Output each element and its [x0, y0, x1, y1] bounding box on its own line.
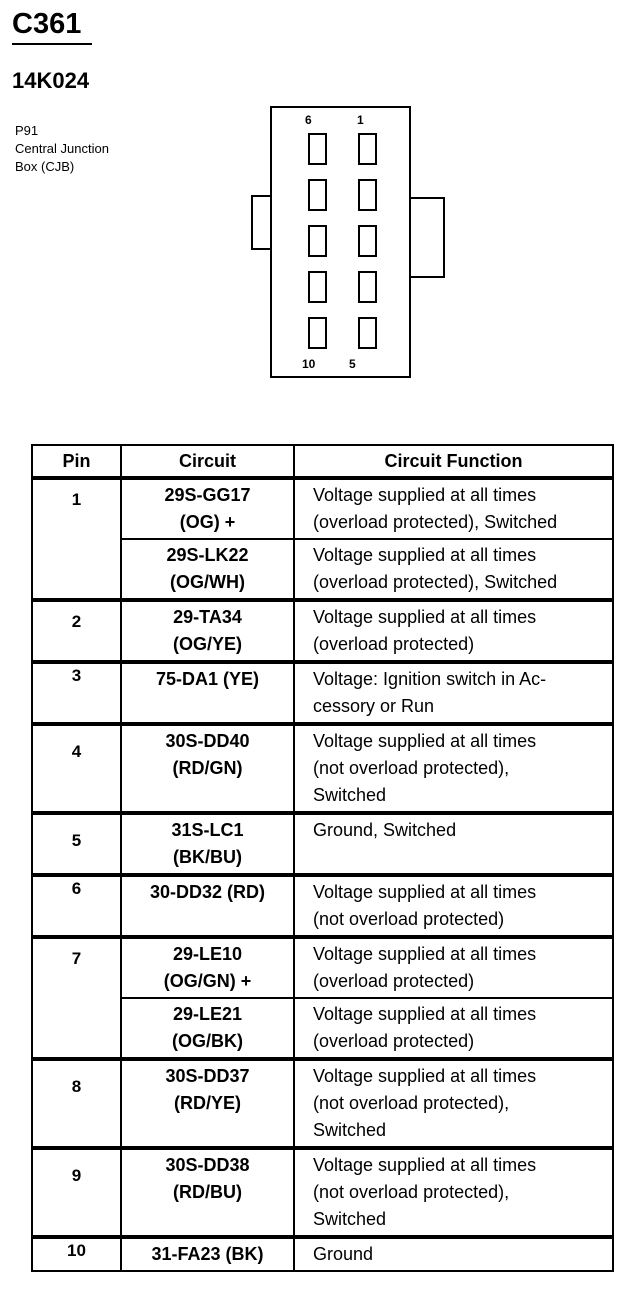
connector-face-diagram — [0, 0, 640, 400]
circuit-cell: 29-LE10 (OG/GN) + — [121, 937, 294, 998]
part-number: 14K024 — [12, 68, 90, 93]
circuit-cell: 30S-DD37 (RD/YE) — [121, 1059, 294, 1148]
location-line-2: Central Junction — [15, 141, 109, 156]
function-cell: Voltage: Ignition switch in Ac- cessory or Run — [294, 662, 613, 724]
location-line-3: Box (CJB) — [15, 159, 75, 174]
pin-label-5: 5 — [349, 357, 356, 371]
circuit-cell: 30S-DD38 (RD/BU) — [121, 1148, 294, 1237]
circuit-cell: 75-DA1 (YE) — [121, 662, 294, 724]
pin-cavity — [359, 134, 376, 164]
pin-cavity — [309, 226, 326, 256]
table-row — [32, 478, 613, 539]
function-cell: Voltage supplied at all times (overload protected) — [294, 600, 613, 662]
pin-cavity — [309, 134, 326, 164]
table-row — [32, 1237, 613, 1271]
pin-cell: 6 — [32, 875, 121, 937]
pin-cavity — [309, 272, 326, 302]
pin-cell: 10 — [32, 1237, 121, 1271]
connector-id: C361 — [12, 8, 82, 40]
function-cell: Voltage supplied at all times (overload protected) — [294, 937, 613, 998]
connector-left-key — [252, 196, 271, 249]
pin-cell: 2 — [32, 600, 121, 662]
table-header-row — [32, 445, 613, 478]
pin-label-6: 6 — [305, 113, 312, 127]
pin-cell: 8 — [32, 1059, 121, 1148]
connector-right-latch — [410, 198, 444, 277]
circuit-cell: 30-DD32 (RD) — [121, 875, 294, 937]
pin-label-1: 1 — [357, 113, 364, 127]
circuit-cell: 31-FA23 (BK) — [121, 1237, 294, 1271]
function-cell: Voltage supplied at all times (overload protected), Switched — [294, 478, 613, 539]
circuit-cell: 29S-GG17 (OG) + — [121, 478, 294, 539]
function-cell: Ground — [294, 1237, 613, 1271]
table-row — [32, 937, 613, 998]
function-cell: Ground, Switched — [294, 813, 613, 875]
function-cell: Voltage supplied at all times (overload protected) — [294, 998, 613, 1059]
function-cell: Voltage supplied at all times (overload protected), Switched — [294, 539, 613, 600]
pin-cavity — [359, 318, 376, 348]
pin-cavity — [359, 272, 376, 302]
function-cell: Voltage supplied at all times (not overload protected), Switched — [294, 724, 613, 813]
pin-label-10: 10 — [302, 357, 316, 371]
pin-cavities — [309, 134, 376, 348]
pin-cell: 1 — [32, 478, 121, 600]
table-row — [32, 662, 613, 724]
pin-cell: 5 — [32, 813, 121, 875]
pin-cell: 9 — [32, 1148, 121, 1237]
function-cell: Voltage supplied at all times (not overload protected), Switched — [294, 1148, 613, 1237]
circuit-cell: 29-LE21 (OG/BK) — [121, 998, 294, 1059]
table-row — [32, 1148, 613, 1237]
pin-cell: 3 — [32, 662, 121, 724]
pin-cavity — [309, 180, 326, 210]
table-row — [32, 813, 613, 875]
table-row — [32, 724, 613, 813]
pin-cell: 7 — [32, 937, 121, 1059]
table-row — [32, 875, 613, 937]
location-line-1: P91 — [15, 123, 39, 138]
circuit-cell: 31S-LC1 (BK/BU) — [121, 813, 294, 875]
pin-cavity — [359, 226, 376, 256]
function-cell: Voltage supplied at all times (not overload protected) — [294, 875, 613, 937]
pin-cavity — [309, 318, 326, 348]
table-row — [32, 600, 613, 662]
connector-body — [271, 107, 410, 377]
circuit-cell: 29S-LK22 (OG/WH) — [121, 539, 294, 600]
function-cell: Voltage supplied at all times (not overload protected), Switched — [294, 1059, 613, 1148]
pinout-table — [31, 444, 614, 1272]
header-pin: Pin — [32, 445, 121, 478]
pin-cell: 4 — [32, 724, 121, 813]
pin-cavity — [359, 180, 376, 210]
circuit-cell: 29-TA34 (OG/YE) — [121, 600, 294, 662]
header-circuit-function: Circuit Function — [294, 445, 613, 478]
circuit-cell: 30S-DD40 (RD/GN) — [121, 724, 294, 813]
table-row — [32, 1059, 613, 1148]
header-circuit: Circuit — [121, 445, 294, 478]
